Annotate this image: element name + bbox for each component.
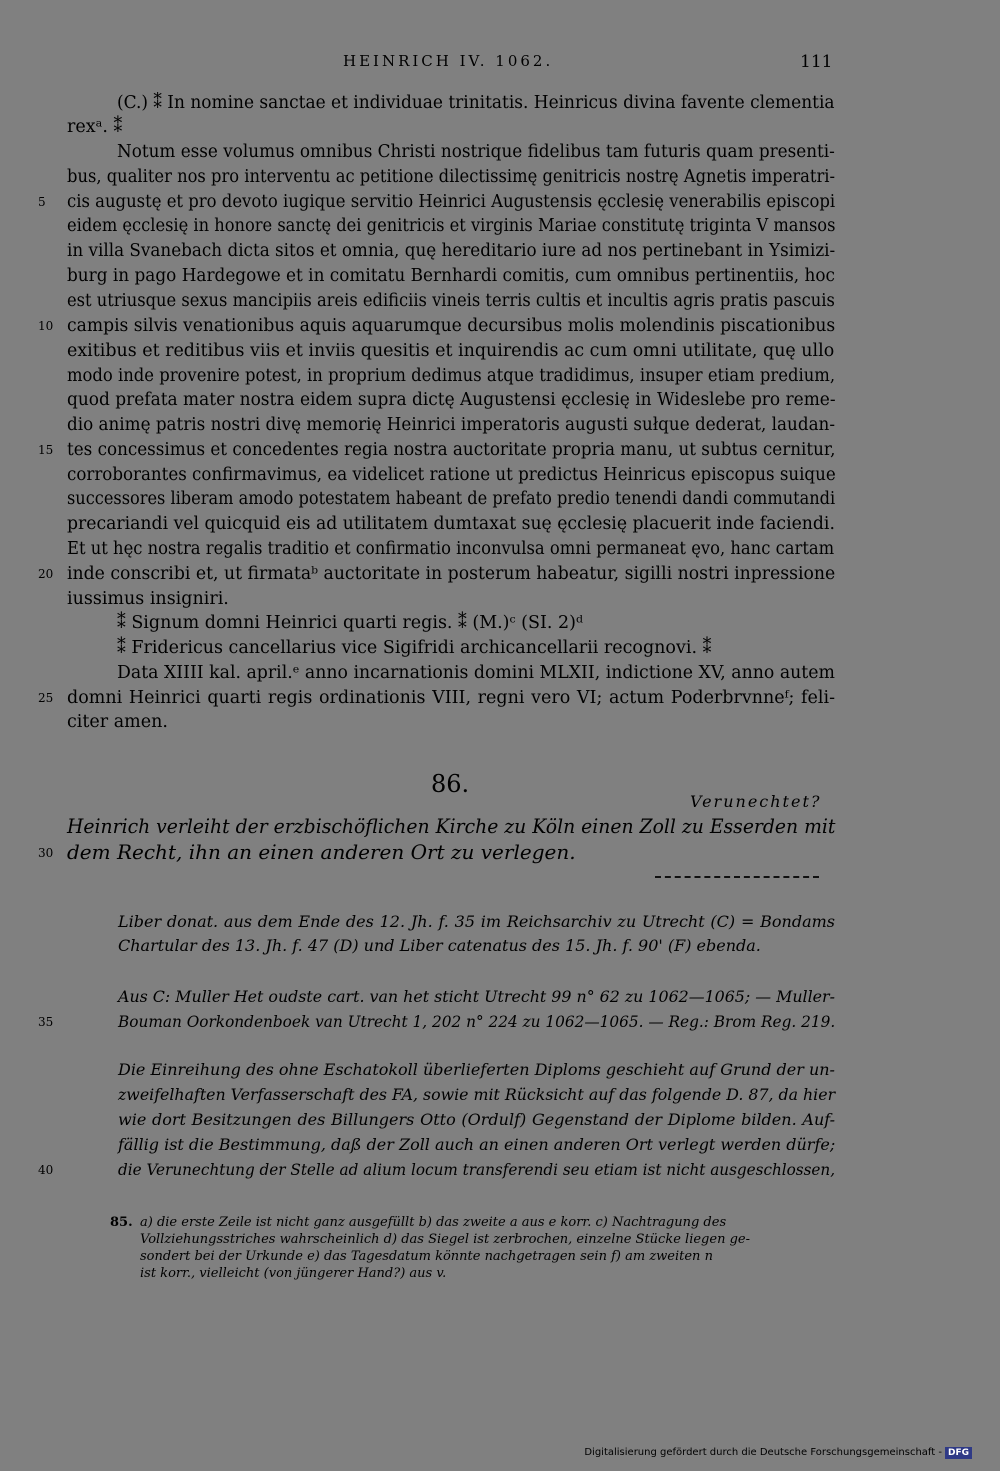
commentary-line: wie dort Besitzungen des Billungers Otto (Ordulf) Gegenstand der Diplome bilden. Auf- bbox=[118, 1110, 835, 1129]
sources-line: Liber donat. aus dem Ende des 12. Jh. f. 35 im Reichsarchiv zu Utrecht (C) = Bondams bbox=[118, 912, 835, 931]
line-number: 20 bbox=[38, 567, 54, 581]
text-line: campis silvis venationibus aquis aquarumque decursibus molis molendinis piscationibus bbox=[67, 316, 836, 336]
text-line: iussimus insigniri. bbox=[67, 589, 229, 609]
footnote-number: 85. bbox=[110, 1215, 133, 1230]
text-line: corroborantes confirmavimus, ea videlicet ratione ut predictus Heinricus episcopus suique bbox=[67, 465, 836, 485]
line-number: 30 bbox=[38, 846, 54, 860]
line-number: 10 bbox=[38, 319, 54, 333]
line-number: 35 bbox=[38, 1015, 54, 1029]
text-line: citer amen. bbox=[67, 712, 168, 732]
text-line: tes concessimus et concedentes regia nostra auctoritate propria manu, ut subtus cernitur, bbox=[67, 440, 836, 460]
document-number: 86. bbox=[431, 770, 470, 798]
commentary-line: zweifelhaften Verfasserschaft des FA, sowie mit Rücksicht auf das folgende D. 87, da hier bbox=[118, 1085, 836, 1104]
line-number: 5 bbox=[38, 195, 46, 209]
text-line: bus, qualiter nos pro interventu ac petitione dilectissimę genitricis nostrę Agnetis imperatri- bbox=[67, 167, 836, 187]
text-line: exitibus et reditibus viis et inviis quesitis et inquirendis ac cum omni utilitate, quę ullo bbox=[67, 341, 835, 361]
editions-line: Aus C: Muller Het oudste cart. van het sticht Utrecht 99 n° 62 zu 1062—1065; — Muller- bbox=[118, 987, 835, 1006]
funding-footer bbox=[584, 1447, 972, 1459]
commentary-line: die Verunechtung der Stelle ad alium locum transferendi seu etiam ist nicht ausgeschlossen, bbox=[118, 1160, 836, 1179]
text-line: Notum esse volumus omnibus Christi nostrique fidelibus tam futuris quam presenti- bbox=[117, 142, 835, 162]
commentary-line: fällig ist die Bestimmung, daß der Zoll auch an einen anderen Ort verlegt werden dürfe; bbox=[118, 1135, 836, 1154]
editions-line: Bouman Oorkondenboek van Utrecht 1, 202 n° 224 zu 1062—1065. — Reg.: Brom Reg. 219. bbox=[118, 1012, 836, 1031]
text-line: eidem ęcclesię in honore sanctę dei genitricis et virginis Mariae constitutę triginta V mansos bbox=[67, 216, 836, 236]
text-line: in villa Svanebach dicta sitos et omnia, quę hereditario iure ad nos pertinebant in Ysimizi- bbox=[67, 241, 836, 261]
signum-line: ⁑ Signum domni Heinrici quarti regis. ⁑ (M.)ᶜ (SI. 2)ᵈ bbox=[117, 613, 583, 633]
text-line: precariandi vel quicquid eis ad utilitatem dumtaxat suę ęcclesię placuerit inde faciendi. bbox=[67, 514, 835, 534]
text-line: rexᵃ. ⁑ bbox=[67, 117, 123, 137]
text-line: Et ut hęc nostra regalis traditio et confirmatio inconvulsa omni permaneat ęvo, hanc cartam bbox=[67, 539, 835, 559]
running-title: HEINRICH IV. 1062. bbox=[343, 52, 554, 70]
text-line: quod prefata mater nostra eidem supra dictę Augustensi ęcclesię in Wideslebe pro reme- bbox=[67, 390, 836, 410]
line-number: 25 bbox=[38, 691, 54, 705]
text-line: est utriusque sexus mancipiis areis edificiis vineis terris cultis et incultis agris pratis pascuis bbox=[67, 291, 835, 311]
line-number: 15 bbox=[38, 443, 54, 457]
sources-line: Chartular des 13. Jh. f. 47 (D) und Liber catenatus des 15. Jh. f. 90' (F) ebenda. bbox=[118, 936, 761, 955]
page-number: 111 bbox=[800, 52, 833, 72]
recognition-line: ⁑ Fridericus cancellarius vice Sigifridi archicancellarii recognovi. ⁑ bbox=[117, 638, 712, 658]
summary-line: Heinrich verleiht der erzbischöflichen Kirche zu Köln einen Zoll zu Esserden mit bbox=[67, 814, 836, 838]
text-line: (C.) ⁑ In nomine sanctae et individuae trinitatis. Heinricus divina favente clementia bbox=[117, 93, 835, 113]
line-number: 40 bbox=[38, 1163, 54, 1177]
dfg-logo: DFG bbox=[945, 1447, 972, 1459]
divider-dashes bbox=[655, 876, 819, 878]
text-line: cis augustę et pro devoto iugique servitio Heinrici Augustensis ęcclesię venerabilis episcopi bbox=[67, 192, 836, 212]
commentary-line: Die Einreihung des ohne Eschatokoll überlieferten Diploms geschieht auf Grund der un- bbox=[118, 1060, 835, 1079]
footnote-line: sondert bei der Urkunde e) das Tagesdatum könnte nachgetragen sein f) am zweiten n bbox=[140, 1249, 713, 1264]
text-line: dio animę patris nostri divę memorię Heinrici imperatoris augusti sułque dederat, laudan- bbox=[67, 415, 836, 435]
summary-line: dem Recht, ihn an einen anderen Ort zu verlegen. bbox=[67, 840, 576, 864]
authenticity-status: Verunechtet? bbox=[690, 792, 822, 811]
footnote-line: Vollziehungsstriches wahrscheinlich d) das Siegel ist zerbrochen, einzelne Stücke liegen ge- bbox=[140, 1232, 750, 1247]
footer-text: Digitalisierung gefördert durch die Deutsche Forschungsgemeinschaft - bbox=[584, 1447, 942, 1458]
text-line: modo inde provenire potest, in proprium dedimus atque tradidimus, insuper etiam predium, bbox=[67, 366, 836, 386]
dating-line: domni Heinrici quarti regis ordinationis VIII, regni vero VI; actum Poderbrvnneᶠ; feli- bbox=[67, 688, 835, 708]
footnote-line: ist korr., vielleicht (von jüngerer Hand?) aus v. bbox=[140, 1266, 447, 1281]
text-line: successores liberam amodo potestatem habeant de prefato predio tenendi dandi commutandi bbox=[67, 489, 836, 509]
text-line: inde conscribi et, ut firmataᵇ auctoritate in posterum habeatur, sigilli nostri inpressione bbox=[67, 564, 836, 584]
footnote-line: a) die erste Zeile ist nicht ganz ausgefüllt b) das zweite a aus e korr. c) Nachtragung des bbox=[140, 1215, 727, 1230]
text-line: burg in pago Hardegowe et in comitatu Bernhardi comitis, cum omnibus pertinentiis, hoc bbox=[67, 266, 835, 286]
dating-line: Data XIIII kal. april.ᵉ anno incarnationis domini MLXII, indictione XV, anno autem bbox=[117, 663, 835, 683]
